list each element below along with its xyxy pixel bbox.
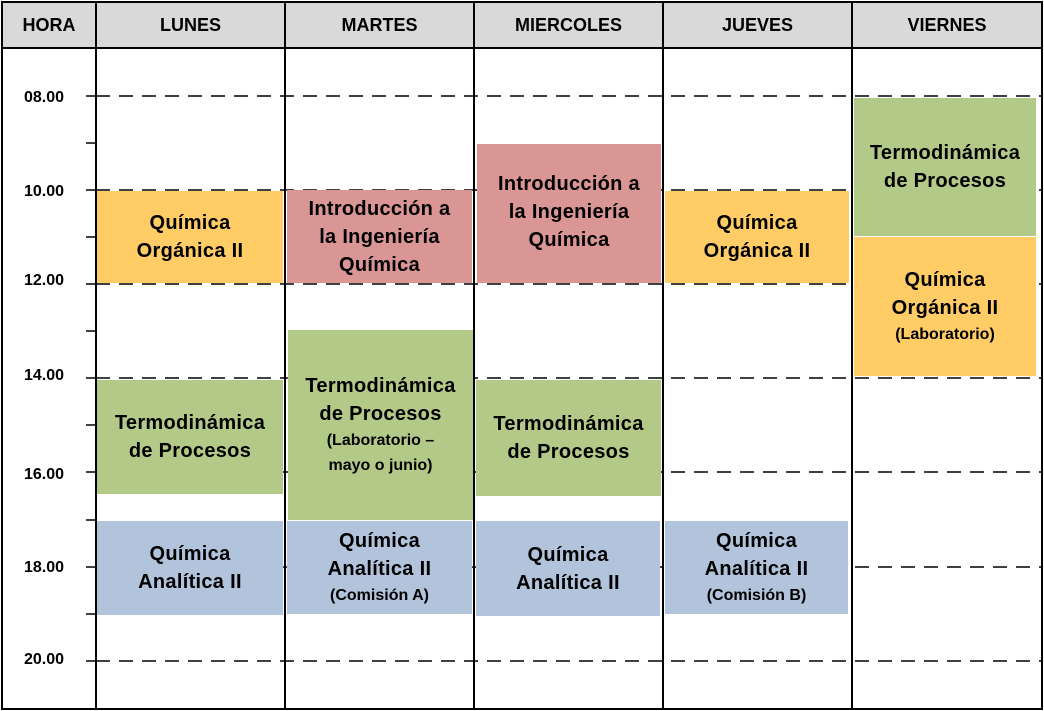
header-day-miercoles: MIERCOLES bbox=[514, 14, 622, 35]
time-label: 10.00 bbox=[23, 183, 65, 200]
class-title-line: Analítica II bbox=[138, 571, 242, 593]
class-title-line: Termodinámica bbox=[305, 375, 456, 397]
class-title-line: Química bbox=[716, 212, 798, 234]
class-title-line: Termodinámica bbox=[114, 412, 266, 434]
class-note-line: (Laboratorio) bbox=[895, 326, 995, 343]
class-note-line: mayo o junio) bbox=[328, 457, 433, 474]
class-title-line: Introducción a bbox=[308, 197, 451, 220]
class-note-line: (Comisión B) bbox=[706, 587, 807, 604]
class-block-martes-introduccion bbox=[287, 190, 472, 283]
header-day-martes: MARTES bbox=[341, 14, 418, 35]
class-title-line: la Ingeniería bbox=[508, 201, 630, 223]
class-title-line: Química bbox=[338, 530, 421, 552]
class-title-line: Analítica II bbox=[327, 558, 432, 580]
class-title-line: Química bbox=[338, 253, 421, 276]
time-label: 16.00 bbox=[23, 466, 65, 483]
class-note-line: (Comisión A) bbox=[330, 587, 429, 604]
time-label: 12.00 bbox=[23, 272, 65, 289]
header-day-jueves: JUEVES bbox=[721, 14, 794, 35]
time-label: 08.00 bbox=[23, 89, 65, 106]
class-title-line: Introducción a bbox=[498, 173, 640, 195]
class-title-line: Termodinámica bbox=[493, 413, 644, 435]
class-block-miercoles-termodinamica bbox=[476, 380, 661, 496]
header-hour: HORA bbox=[22, 14, 76, 35]
class-title-line: Química bbox=[149, 212, 231, 234]
class-block-miercoles-introduccion bbox=[477, 144, 661, 283]
class-block-lunes-quimica-organica bbox=[97, 191, 283, 283]
class-title-line: Orgánica II bbox=[136, 240, 244, 262]
class-title-line: Orgánica II bbox=[891, 297, 999, 319]
class-block-viernes-termodinamica bbox=[854, 98, 1036, 236]
class-title-line: Química bbox=[149, 543, 231, 565]
time-label: 14.00 bbox=[23, 367, 65, 384]
class-title-line: Analítica II bbox=[516, 571, 620, 594]
class-title-line: la Ingeniería bbox=[319, 225, 440, 248]
class-title-line: Química bbox=[528, 229, 610, 251]
class-block-jueves-quimica-analitica bbox=[665, 521, 848, 614]
class-title-line: Química bbox=[904, 269, 986, 291]
class-block-lunes-termodinamica bbox=[97, 380, 283, 494]
class-note-line: (Laboratorio – bbox=[326, 432, 435, 449]
class-title-line: de Procesos bbox=[128, 440, 252, 462]
class-title-line: Termodinámica bbox=[869, 142, 1021, 164]
class-block-lunes-quimica-analitica bbox=[97, 521, 283, 615]
time-label: 20.00 bbox=[23, 651, 65, 668]
class-title-line: de Procesos bbox=[507, 441, 630, 463]
class-block-miercoles-quimica-analitica bbox=[476, 521, 660, 616]
class-title-line: Analítica II bbox=[704, 558, 809, 580]
class-block-martes-quimica-analitica bbox=[287, 521, 472, 614]
class-block-martes-termodinamica-laboratorio bbox=[288, 330, 473, 520]
class-title-line: de Procesos bbox=[319, 403, 442, 425]
class-title-line: Química bbox=[715, 530, 798, 552]
class-title-line: de Procesos bbox=[883, 170, 1007, 192]
class-title-line: Orgánica II bbox=[703, 240, 811, 262]
header-day-lunes: LUNES bbox=[159, 14, 221, 35]
class-title-line: Química bbox=[527, 543, 609, 566]
time-label: 18.00 bbox=[23, 559, 65, 576]
header-day-viernes: VIERNES bbox=[907, 14, 987, 35]
class-block-jueves-quimica-organica bbox=[665, 191, 849, 283]
class-block-viernes-quimica-organica-laboratorio bbox=[854, 237, 1036, 376]
